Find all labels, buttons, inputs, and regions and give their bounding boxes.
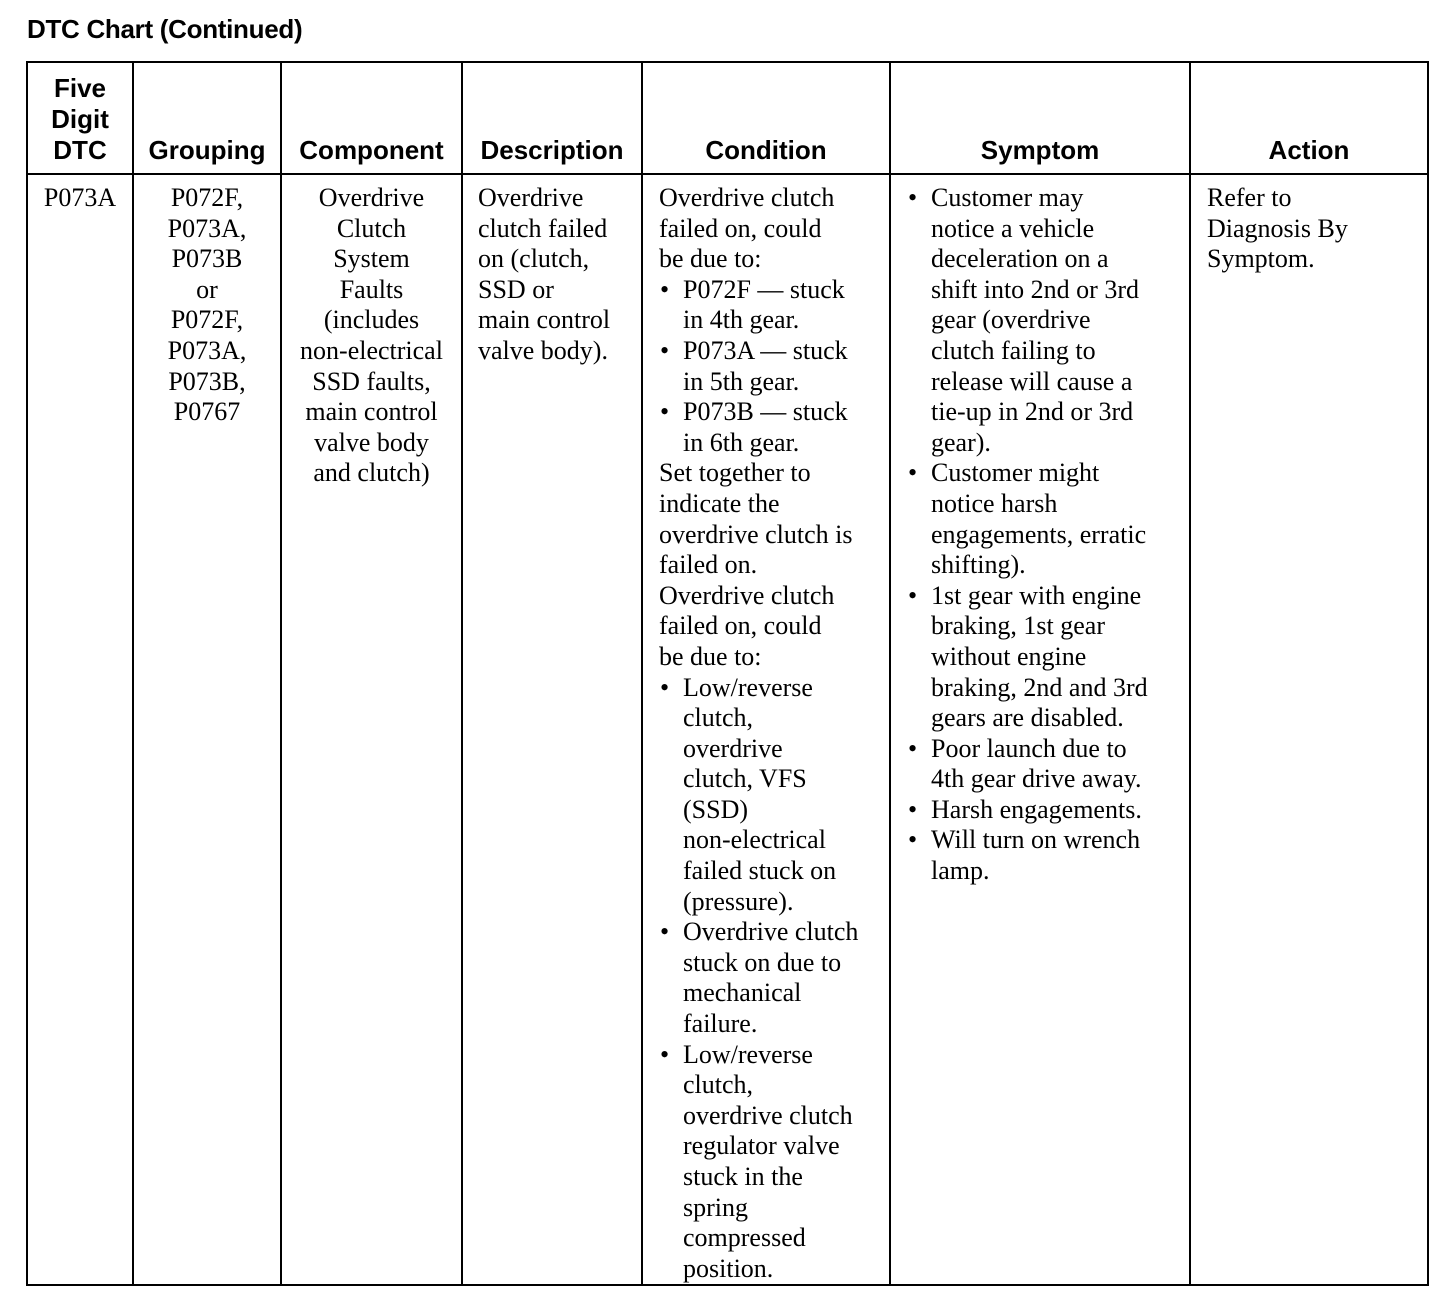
bullet-line: mechanical: [683, 978, 802, 1008]
text-line: Five: [53, 73, 107, 103]
bullet-icon: •: [660, 1039, 670, 1069]
text-line: Refer to: [1207, 183, 1292, 212]
bullet-line: (pressure).: [683, 886, 794, 916]
bullet-line: stuck in the: [683, 1162, 803, 1191]
bullet-item: [659, 275, 885, 336]
bullet-line: braking, 2nd and 3rd: [931, 672, 1148, 702]
condition-bullets-2: [659, 673, 885, 1285]
bullet-line: spring: [683, 1192, 748, 1222]
bullet-line: Low/reverse: [683, 1039, 813, 1069]
table-row: [27, 174, 1428, 1285]
bullet-line: compressed: [683, 1223, 806, 1253]
header-row: [27, 62, 1428, 174]
text-line: P072F,: [170, 183, 244, 212]
bullet-item: [907, 183, 1185, 458]
text-line: SSD or: [478, 274, 554, 304]
bullet-item: [659, 1040, 885, 1285]
bullet-line: Will turn on wrench: [931, 825, 1141, 855]
bullet-line: P073B — stuck: [683, 397, 848, 427]
header-condition: Condition: [642, 62, 890, 174]
text-line: Overdrive: [478, 183, 584, 212]
bullet-line: notice a vehicle: [931, 213, 1095, 243]
bullet-item: [659, 397, 885, 458]
text-line: Digit: [51, 104, 109, 134]
header-symptom: Symptom: [890, 62, 1190, 174]
bullet-line: in 5th gear.: [683, 366, 800, 396]
text-line: System: [333, 244, 410, 274]
bullet-line: Low/reverse: [683, 672, 813, 702]
bullet-line: braking, 1st gear: [931, 611, 1106, 641]
text-line: (includes: [323, 305, 420, 335]
bullet-line: Customer might: [931, 458, 1100, 488]
bullet-line: failed stuck on: [683, 856, 837, 886]
bullet-icon: •: [660, 672, 670, 702]
condition-intro-1: [659, 183, 885, 275]
cell-dtc: P073A: [27, 174, 133, 1285]
bullet-icon: •: [660, 335, 670, 365]
bullet-icon: •: [908, 183, 918, 212]
bullet-icon: •: [908, 825, 918, 855]
text-line: Faults: [339, 274, 404, 304]
text-line: Diagnosis By: [1207, 213, 1348, 243]
bullet-line: clutch,: [683, 703, 754, 733]
bullet-line: deceleration on a: [931, 244, 1109, 274]
bullet-line: 4th gear drive away.: [931, 764, 1142, 794]
bullet-line: P072F — stuck: [683, 274, 845, 304]
bullet-line: lamp.: [931, 856, 990, 886]
page-title: DTC Chart (Continued): [27, 14, 303, 44]
bullet-line: gear).: [931, 427, 991, 457]
cell-component: [281, 174, 462, 1285]
bullet-line: 1st gear with engine: [931, 580, 1142, 610]
text-line: Set together to: [659, 458, 811, 488]
bullet-line: regulator valve: [683, 1131, 840, 1161]
text-line: P0767: [173, 397, 241, 427]
bullet-line: in 4th gear.: [683, 305, 800, 335]
text-line: SSD faults,: [312, 366, 431, 396]
header-grouping: Grouping: [133, 62, 281, 174]
cell-grouping: [133, 174, 281, 1285]
bullet-item: [907, 734, 1185, 795]
bullet-line: shifting).: [931, 550, 1026, 580]
text-line: Overdrive: [318, 183, 425, 212]
text-line: be due to:: [659, 641, 762, 671]
bullet-line: overdrive clutch: [683, 1100, 853, 1130]
bullet-item: [907, 458, 1185, 580]
bullet-item: [907, 825, 1185, 886]
bullet-line: clutch, VFS: [683, 764, 807, 794]
bullet-line: Overdrive clutch: [683, 917, 859, 947]
bullet-line: without engine: [931, 641, 1087, 671]
text-line: clutch failed: [478, 213, 608, 243]
cell-description: [462, 174, 642, 1285]
bullet-item: [659, 917, 885, 1039]
bullet-line: P073A — stuck: [683, 335, 848, 365]
bullet-line: non-electrical: [683, 825, 826, 855]
condition-bullets-1: [659, 275, 885, 459]
bullet-item: [659, 673, 885, 918]
bullet-item: [907, 581, 1185, 734]
bullet-line: Harsh engagements.: [931, 794, 1142, 824]
bullet-line: overdrive: [683, 733, 783, 763]
bullet-line: shift into 2nd or 3rd: [931, 274, 1139, 304]
text-line: P073A,: [167, 335, 247, 365]
bullet-line: clutch failing to: [931, 335, 1096, 365]
header-component: Component: [281, 62, 462, 174]
bullet-line: engagements, erratic: [931, 519, 1147, 549]
header-action: Action: [1190, 62, 1428, 174]
bullet-line: clutch,: [683, 1070, 754, 1100]
dtc-table: [26, 61, 1429, 1286]
bullet-item: [907, 795, 1185, 826]
text-line: Overdrive clutch: [659, 580, 835, 610]
bullet-icon: •: [660, 917, 670, 947]
text-line: Clutch: [336, 213, 407, 243]
text-line: overdrive clutch is: [659, 519, 853, 549]
bullet-line: (SSD): [683, 794, 749, 824]
cell-condition: [642, 174, 890, 1285]
bullet-icon: •: [908, 458, 918, 488]
text-line: P073A,: [167, 213, 247, 243]
header-description: Description: [462, 62, 642, 174]
text-line: indicate the: [659, 488, 780, 518]
bullet-icon: •: [908, 580, 918, 610]
bullet-icon: •: [660, 274, 670, 304]
bullet-line: gears are disabled.: [931, 703, 1124, 733]
text-line: valve body: [314, 427, 429, 457]
text-line: P073B,: [168, 366, 246, 396]
bullet-line: position.: [683, 1253, 774, 1283]
text-line: non-electrical: [300, 335, 443, 365]
bullet-line: Poor launch due to: [931, 733, 1127, 763]
bullet-line: stuck on due to: [683, 947, 842, 977]
bullet-icon: •: [660, 397, 670, 427]
text-line: failed on, could: [659, 213, 822, 243]
text-line: main control: [478, 305, 611, 335]
bullet-line: notice harsh: [931, 488, 1058, 518]
text-line: main control: [305, 397, 438, 427]
condition-intro-2: [659, 581, 885, 673]
bullet-line: tie-up in 2nd or 3rd: [931, 397, 1134, 427]
bullet-line: failure.: [683, 1009, 758, 1039]
text-line: valve body).: [478, 335, 608, 365]
text-line: failed on.: [659, 550, 758, 580]
bullet-icon: •: [908, 733, 918, 763]
condition-middle: [659, 458, 885, 580]
cell-action: [1190, 174, 1428, 1285]
text-line: P073B: [171, 244, 243, 274]
symptom-bullets: [907, 183, 1185, 887]
text-line: Symptom.: [1207, 244, 1315, 274]
bullet-item: [659, 336, 885, 397]
text-line: or: [196, 274, 218, 304]
text-line: on (clutch,: [478, 244, 590, 274]
bullet-line: Customer may: [931, 183, 1084, 212]
text-line: DTC: [53, 135, 107, 165]
header-five-digit-dtc: [27, 62, 133, 174]
bullet-line: release will cause a: [931, 366, 1133, 396]
text-line: failed on, could: [659, 611, 822, 641]
text-line: P072F,: [170, 305, 244, 335]
cell-symptom: [890, 174, 1190, 1285]
text-line: Overdrive clutch: [659, 183, 835, 212]
bullet-line: in 6th gear.: [683, 427, 800, 457]
text-line: be due to:: [659, 244, 762, 274]
bullet-icon: •: [908, 794, 918, 824]
bullet-line: gear (overdrive: [931, 305, 1091, 335]
text-line: and clutch): [313, 458, 430, 488]
